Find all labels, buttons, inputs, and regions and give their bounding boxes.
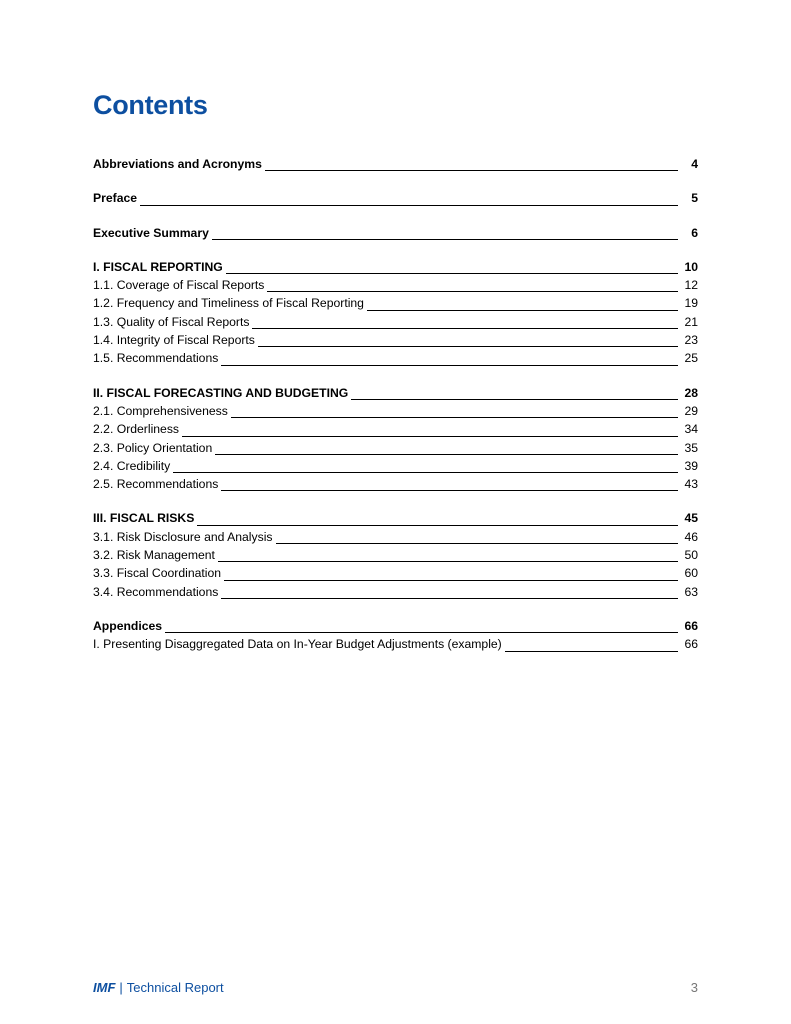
toc-entry-label: 3.1. Risk Disclosure and Analysis — [93, 529, 273, 544]
toc-subsection-entry[interactable] — [93, 331, 698, 349]
toc-entry-label: 2.3. Policy Orientation — [93, 440, 213, 455]
toc-entry-page: 19 — [684, 296, 698, 311]
toc-spacer — [93, 208, 698, 224]
toc-entry-page: 10 — [684, 259, 698, 274]
toc-leader-line — [367, 310, 678, 311]
toc-subsection-entry[interactable] — [93, 276, 698, 294]
toc-subsection-entry[interactable] — [93, 546, 698, 564]
toc-entry-page: 66 — [684, 637, 698, 652]
toc-leader-line — [258, 346, 678, 347]
toc-section-entry[interactable] — [93, 155, 698, 173]
toc-spacer — [93, 601, 698, 617]
toc-subsection-entry[interactable] — [93, 457, 698, 475]
toc-leader-line — [231, 417, 678, 418]
imf-logo-text: IMF — [93, 980, 116, 995]
toc-leader-line — [212, 239, 678, 240]
toc-entry-label: 2.1. Comprehensiveness — [93, 403, 228, 418]
toc-leader-line — [351, 399, 678, 400]
footer-brand — [93, 980, 224, 995]
toc-leader-line — [221, 490, 678, 491]
toc-spacer — [93, 173, 698, 189]
toc-entry-page: 35 — [684, 440, 698, 455]
toc-leader-line — [221, 365, 678, 366]
toc-entry-label: 3.4. Recommendations — [93, 584, 219, 599]
toc-subsection-entry[interactable] — [93, 402, 698, 420]
toc-entry-label: Preface — [93, 191, 138, 206]
toc-leader-line — [173, 472, 678, 473]
toc-leader-line — [197, 525, 678, 526]
toc-entry-label: 1.2. Frequency and Timeliness of Fiscal Reporting — [93, 296, 364, 311]
toc-leader-line — [165, 632, 678, 633]
toc-entry-page: 46 — [684, 529, 698, 544]
toc-subsection-entry[interactable] — [93, 635, 698, 653]
toc-entry-label: Appendices — [93, 618, 163, 633]
toc-entry-page: 6 — [691, 225, 698, 240]
toc-entry-page: 66 — [684, 618, 698, 633]
footer-separator: | — [119, 980, 123, 995]
toc-subsection-entry[interactable] — [93, 583, 698, 601]
toc-entry-page: 63 — [684, 584, 698, 599]
toc-spacer — [93, 242, 698, 258]
toc-subsection-entry[interactable] — [93, 564, 698, 582]
toc-entry-page: 12 — [684, 278, 698, 293]
toc-entry-page: 28 — [684, 385, 698, 400]
toc-section-entry[interactable] — [93, 384, 698, 402]
toc-entry-page: 23 — [684, 333, 698, 348]
toc-entry-page: 43 — [684, 477, 698, 492]
toc-subsection-entry[interactable] — [93, 528, 698, 546]
toc-leader-line — [140, 205, 678, 206]
toc-leader-line — [215, 454, 678, 455]
toc-entry-label: 1.1. Coverage of Fiscal Reports — [93, 278, 265, 293]
toc-leader-line — [265, 170, 678, 171]
toc-subsection-entry[interactable] — [93, 475, 698, 493]
toc-subsection-entry[interactable] — [93, 439, 698, 457]
toc-entry-page: 50 — [684, 548, 698, 563]
toc-subsection-entry[interactable] — [93, 294, 698, 312]
toc-entry-label: 2.2. Orderliness — [93, 422, 180, 437]
toc-entry-label: Abbreviations and Acronyms — [93, 157, 262, 171]
toc-section-entry[interactable] — [93, 258, 698, 276]
toc-leader-line — [226, 273, 678, 274]
page-footer — [93, 980, 698, 995]
toc-leader-line — [221, 598, 678, 599]
toc-leader-line — [218, 561, 678, 562]
toc-spacer — [93, 368, 698, 384]
toc-entry-page: 60 — [684, 566, 698, 581]
toc-entry-label: 1.3. Quality of Fiscal Reports — [93, 314, 250, 329]
toc-entry-label: Executive Summary — [93, 225, 209, 240]
toc-leader-line — [267, 291, 678, 292]
toc-leader-line — [505, 651, 678, 652]
toc-section-entry[interactable] — [93, 617, 698, 635]
toc-entry-label: III. FISCAL RISKS — [93, 511, 195, 526]
toc-entry-label: 3.3. Fiscal Coordination — [93, 566, 222, 581]
toc-subsection-entry[interactable] — [93, 313, 698, 331]
toc-section-entry[interactable] — [93, 224, 698, 242]
toc-entry-label: 1.4. Integrity of Fiscal Reports — [93, 333, 255, 348]
toc-entry-page: 39 — [684, 458, 698, 473]
page-title: Contents — [93, 90, 208, 120]
toc-subsection-entry[interactable] — [93, 420, 698, 438]
toc-entry-label: 2.4. Credibility — [93, 458, 171, 473]
toc-entry-label: 1.5. Recommendations — [93, 351, 219, 366]
toc-subsection-entry[interactable] — [93, 349, 698, 367]
toc-entry-label: II. FISCAL FORECASTING AND BUDGETING — [93, 385, 349, 400]
toc-spacer — [93, 493, 698, 509]
toc-leader-line — [182, 436, 678, 437]
toc-entry-label: 2.5. Recommendations — [93, 477, 219, 492]
toc-entry-page: 5 — [691, 191, 698, 206]
toc-leader-line — [224, 580, 678, 581]
toc-entry-page: 34 — [684, 422, 698, 437]
toc-section-entry[interactable] — [93, 509, 698, 527]
toc-entry-page: 25 — [684, 351, 698, 366]
toc-entry-page: 21 — [684, 314, 698, 329]
toc-entry-page: 29 — [684, 403, 698, 418]
page-number: 3 — [690, 980, 698, 995]
toc-entry-label: I. FISCAL REPORTING — [93, 259, 223, 274]
toc-entry-page: 4 — [691, 157, 698, 171]
report-type: Technical Report — [126, 980, 224, 995]
toc-section-entry[interactable] — [93, 189, 698, 207]
toc-leader-line — [276, 543, 678, 544]
toc-entry-label: I. Presenting Disaggregated Data on In-Year Budget Adjustments (example) — [93, 637, 502, 652]
toc-entry-page: 45 — [684, 511, 698, 526]
toc-entry-label: 3.2. Risk Management — [93, 548, 215, 563]
table-of-contents — [93, 155, 698, 654]
toc-leader-line — [252, 328, 678, 329]
